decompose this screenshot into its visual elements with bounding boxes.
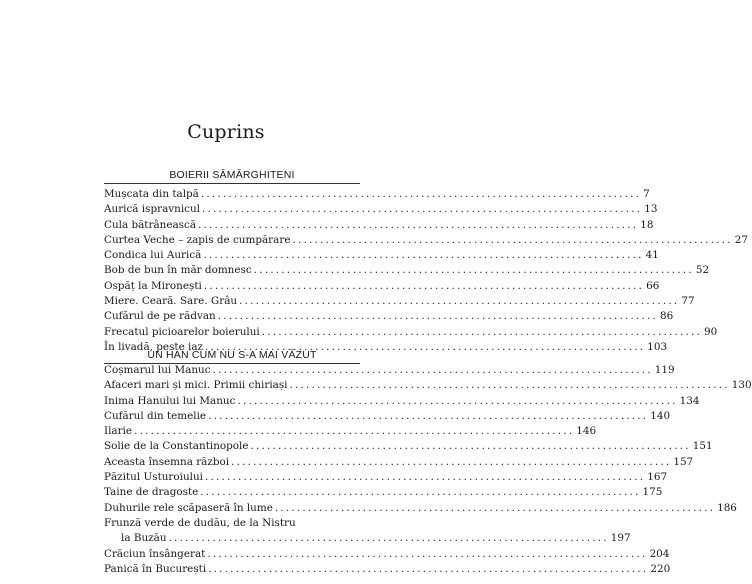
toc-entry-title: Aceasta însemna război (104, 455, 230, 468)
dot-leader: ................................................................................ (217, 310, 658, 323)
toc-entry-title: Miere. Ceară. Sare. Grâu (104, 295, 238, 308)
toc-entry-title: Cula bătrânească (104, 218, 197, 231)
dot-leader: ................................................................................ (237, 394, 678, 407)
toc-entry (104, 455, 694, 470)
toc-entry-title: În livadă, peste iaz (104, 340, 204, 353)
toc-entry-title: Afaceri mari și mici. Primii chiriași (104, 379, 288, 392)
dot-leader: ................................................................................ (202, 203, 643, 216)
dot-leader: ................................................................................ (168, 532, 609, 545)
toc-entry-page: 130 (731, 379, 752, 392)
toc-list-han (104, 363, 752, 577)
toc-entry (104, 501, 737, 516)
toc-entry-title: Panică în București (104, 562, 207, 575)
toc-entry-page: 167 (647, 471, 668, 484)
dot-leader: ................................................................................ (231, 455, 672, 468)
toc-entry-page: 103 (647, 340, 668, 353)
toc-entry (104, 424, 597, 439)
dot-leader: ................................................................................ (292, 233, 733, 246)
toc-entry (104, 439, 713, 454)
toc-entry-title: Păzitul Usturoiului (104, 471, 204, 484)
toc-entry-page: 52 (695, 264, 710, 277)
toc-entry-page: 134 (679, 394, 700, 407)
section-heading-han: UN HAN CUM NU S-A MAI VĂZUT (147, 349, 317, 361)
dot-leader: ................................................................................ (253, 264, 694, 277)
toc-entry-page: 204 (649, 547, 670, 560)
toc-entry-title: Mușcata din talpă (104, 188, 199, 200)
toc-entry (104, 279, 660, 294)
page-title: Cuprins (187, 121, 265, 143)
toc-entry-page: 86 (659, 310, 674, 323)
toc-entry-title: Cufărul din temelie (104, 409, 207, 422)
toc-entry-title: Taine de dragoste (104, 486, 199, 499)
toc-entry-title: Inima Hanului lui Manuc (104, 394, 236, 407)
dot-leader: ................................................................................ (205, 340, 646, 353)
dot-leader: ................................................................................ (289, 379, 730, 392)
toc-entry (104, 233, 748, 248)
toc-entry-title: Ilarie (104, 425, 133, 438)
dot-leader: ................................................................................ (200, 486, 641, 499)
section-divider (104, 183, 360, 184)
toc-entry (104, 485, 663, 500)
toc-entry-title: Duhurile rele scăpaseră în lume (104, 501, 273, 514)
dot-leader: ................................................................................ (205, 471, 646, 484)
dot-leader: ................................................................................ (239, 295, 680, 308)
toc-entry-page: 146 (576, 425, 597, 438)
toc-entry-title-continuation: la Buzău (121, 532, 167, 545)
toc-entry-page: 197 (610, 532, 631, 545)
toc-entry-page: 13 (644, 203, 658, 216)
toc-entry-page: 119 (654, 364, 675, 376)
toc-entry-title: Crăciun însângerat (104, 547, 206, 560)
dot-leader: ................................................................................ (274, 501, 716, 514)
toc-entry-page: 157 (673, 455, 694, 468)
toc-entry-page: 27 (734, 233, 748, 246)
dot-leader: ................................................................................ (212, 364, 653, 376)
dot-leader: ................................................................................ (203, 249, 644, 262)
toc-entry-page: 18 (640, 218, 654, 231)
toc-entry (104, 409, 671, 424)
toc-entry (104, 547, 670, 562)
toc-entry-page: 186 (717, 501, 737, 514)
toc-entry (104, 470, 668, 485)
toc-entry-title: Frunză verde de dudău, de la Nistru (104, 516, 296, 529)
toc-entry-page: 66 (646, 279, 660, 292)
dot-leader: ................................................................................ (208, 409, 649, 422)
toc-entry-page: 175 (642, 486, 663, 499)
toc-entry-page: 151 (692, 440, 713, 453)
dot-leader: ................................................................................ (134, 425, 575, 438)
toc-entry (104, 202, 658, 217)
toc-entry-page: 90 (703, 325, 718, 338)
toc-entry-page: 7 (643, 188, 650, 200)
toc-entry (104, 218, 654, 233)
toc-entry-title: Bob de bun în măr domnesc (104, 264, 252, 277)
dot-leader: ................................................................................ (203, 279, 645, 292)
toc-entry-title: Ospăț la Mironești (104, 279, 202, 292)
dot-leader: ................................................................................ (207, 547, 648, 560)
toc-entry (104, 394, 700, 409)
toc-entry (104, 263, 710, 278)
toc-entry (104, 294, 695, 309)
toc-entry-title: Solie de la Constantinopole (104, 440, 249, 453)
dot-leader: ................................................................................ (250, 440, 691, 453)
dot-leader: ................................................................................ (200, 188, 642, 200)
toc-entry (104, 248, 659, 263)
toc-entry-title: Curtea Veche – zapis de cumpărare (104, 233, 291, 246)
toc-entry (104, 187, 650, 202)
toc-entry-title: Cufărul de pe rădvan (104, 310, 216, 323)
dot-leader: ................................................................................ (198, 218, 639, 231)
toc-entry (104, 325, 718, 340)
toc-entry (104, 378, 752, 393)
toc-entry-page: 41 (645, 249, 659, 262)
toc-entry-title: Aurică ispravnicul (104, 203, 200, 216)
toc-entry (104, 516, 360, 531)
section-heading-boierii: BOIERII SĂMĂRGHITENI (169, 169, 295, 181)
toc-entry-page: 220 (650, 562, 671, 575)
toc-entry-title: Frecatul picioarelor boierului (104, 325, 260, 338)
toc-entry-continuation (104, 531, 631, 546)
toc-entry-page: 140 (650, 409, 671, 422)
toc-entry (104, 309, 674, 324)
toc-list-boierii (104, 187, 748, 355)
dot-leader: ................................................................................ (261, 325, 702, 338)
toc-entry-title: Condica lui Aurică (104, 249, 202, 262)
toc-entry (104, 363, 675, 378)
dot-leader: ................................................................................ (208, 562, 649, 575)
toc-entry (104, 562, 671, 577)
toc-entry-page: 77 (681, 295, 695, 308)
toc-entry-title: Coșmarul lui Manuc (104, 364, 211, 376)
